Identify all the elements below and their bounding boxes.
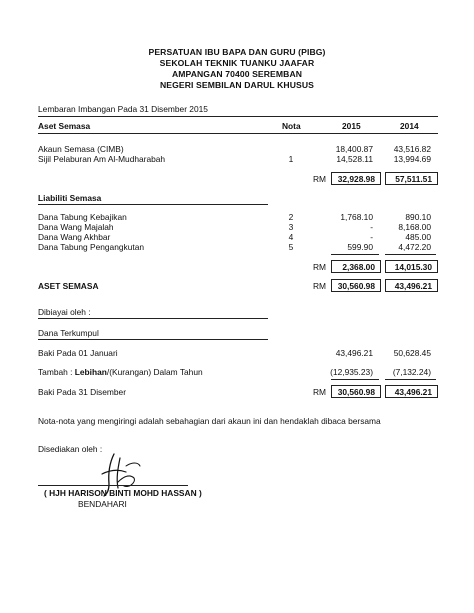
closing-balance-2014: 43,496.21	[394, 387, 432, 397]
aset-total-2014: 57,511.51	[395, 174, 432, 184]
row-label: Sijil Pelaburan Am Al-Mudharabah	[38, 154, 166, 164]
rm-label: RM	[313, 174, 327, 184]
value-2015: 599.90	[347, 242, 373, 252]
school-name: SEKOLAH TEKNIK TUANKU JAAFAR	[159, 58, 315, 68]
row-label: Dana Tabung Kebajikan	[38, 212, 127, 222]
aset-semasa-heading: Aset Semasa	[38, 121, 91, 131]
statement-title: Lembaran Imbangan Pada 31 Disember 2015	[38, 104, 208, 114]
tambah-prefix: Tambah :	[38, 367, 75, 377]
divider	[38, 133, 438, 134]
row-label	[38, 367, 203, 377]
value-2014: 890.10	[405, 212, 431, 222]
row-label: Dana Tabung Pengangkutan	[38, 242, 145, 252]
note-number: 3	[288, 222, 294, 232]
address-line: AMPANGAN 70400 SEREMBAN	[171, 69, 303, 79]
row-label: Baki Pada 01 Januari	[38, 348, 118, 358]
dana-terkumpul-heading: Dana Terkumpul	[38, 328, 99, 338]
value-2014: 43,516.82	[393, 144, 431, 154]
signatory-title: BENDAHARI	[78, 499, 127, 509]
value-2014: 50,628.45	[393, 348, 431, 358]
year-2015-header: 2015	[342, 121, 361, 131]
row-label: Dana Wang Majalah	[38, 222, 114, 232]
prepared-by-label: Disediakan oleh :	[38, 444, 103, 454]
liabiliti-total-2015: 2,368.00	[342, 262, 375, 272]
value-2015: 18,400.87	[335, 144, 373, 154]
divider	[38, 339, 268, 340]
value-2015: -	[370, 222, 373, 232]
net-assets-label: ASET SEMASA	[38, 281, 99, 291]
row-label: Akaun Semasa (CIMB)	[38, 144, 124, 154]
divider	[38, 318, 268, 319]
value-2015: 1,768.10	[340, 212, 373, 222]
divider	[38, 116, 438, 117]
note-number: 2	[288, 212, 294, 222]
aset-total-2015: 32,928.98	[337, 174, 375, 184]
signature-line	[38, 485, 188, 486]
tambah-bold: Lebihan	[74, 367, 107, 377]
value-2014: 8,168.00	[398, 222, 431, 232]
subtotal-line	[331, 379, 379, 380]
value-2014: 13,994.69	[393, 154, 431, 164]
divider	[38, 204, 268, 205]
note-number: 4	[288, 232, 294, 242]
signatory-name: ( HJH HARISON BINTI MOHD HASSAN )	[44, 488, 202, 498]
year-2014-header: 2014	[400, 121, 419, 131]
value-2015: (12,935.23)	[330, 367, 373, 377]
rm-label: RM	[313, 262, 327, 272]
value-2014: 4,472.20	[398, 242, 431, 252]
org-name: PERSATUAN IBU BAPA DAN GURU (PIBG)	[148, 47, 326, 57]
subtotal-line	[385, 379, 436, 380]
state-line: NEGERI SEMBILAN DARUL KHUSUS	[160, 80, 314, 90]
row-label: Dana Wang Akhbar	[38, 232, 111, 242]
nota-column-header: Nota	[282, 121, 301, 131]
value-2015: 14,528.11	[336, 154, 373, 164]
net-assets-2015: 30,560.98	[337, 281, 375, 291]
financed-by-label: Dibiayai oleh :	[38, 307, 91, 317]
subtotal-line	[331, 254, 379, 255]
value-2014: 485.00	[405, 232, 431, 242]
value-2015: 43,496.21	[335, 348, 373, 358]
tambah-suffix: /(Kurangan) Dalam Tahun	[106, 367, 203, 377]
liabiliti-heading: Liabiliti Semasa	[38, 193, 102, 203]
value-2015: -	[370, 232, 373, 242]
rm-label: RM	[313, 281, 327, 291]
rm-label: RM	[313, 387, 327, 397]
net-assets-2014: 43,496.21	[394, 281, 432, 291]
closing-balance-2015: 30,560.98	[337, 387, 375, 397]
value-2014: (7,132.24)	[392, 367, 431, 377]
subtotal-line	[385, 254, 436, 255]
note-number: 5	[288, 242, 294, 252]
notes-statement: Nota-nota yang mengiringi adalah sebahagian dari akaun ini dan hendaklah dibaca bersama	[38, 416, 381, 426]
closing-balance-label: Baki Pada 31 Disember	[38, 387, 126, 397]
liabiliti-total-2014: 14,015.30	[394, 262, 432, 272]
note-number: 1	[288, 154, 294, 164]
